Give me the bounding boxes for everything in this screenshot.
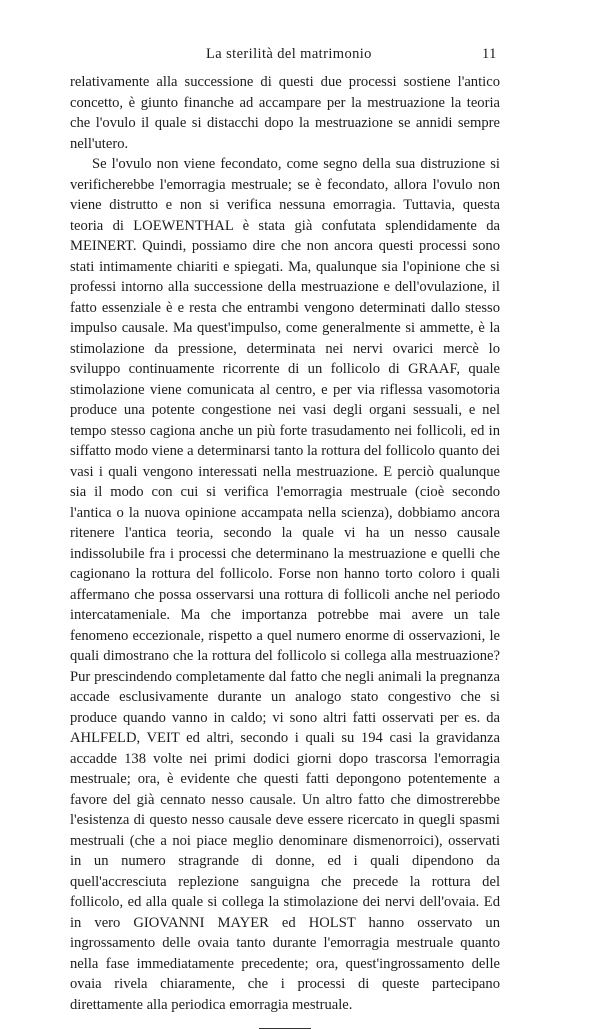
paragraph: Se l'ovulo non viene fecondato, come segno della sua distruzione si verificherebbe l'emorragia mestruale; se è fecondato, allora l'ovulo non viene distrutto e non si verifica nessuna emorragia. Tuttavia, questa teoria di LOEWENTHAL è stata già confutata splendidamente da MEINERT. Quindi, possiamo dire che non ancora questi processi sono stati intimamente chiariti e spiegati. Ma, qualunque sia l'opinione che si professi intorno alla successione della mestruazione e dell'ovulazione, il fatto essenziale è e resta che entrambi vengono determinati dallo stesso impulso causale. Ma quest'impulso, come generalmente si ammette, è la stimolazione da pressione, determinata nei nervi ovarici mercè lo sviluppo continuamente ricorrente di un follicolo di GRAAF, quale stimolazione viene comunicata al centro, e per via riflessa vasomotoria produce una potente congestione nei vasi degli organi sessuali, e nel tempo stesso cagiona anche un più forte trasudamento nei follicoli, ed in siffatto modo viene a determinarsi tanto la rottura del follicolo quanto dei vasi i quali vengono interessati nella mestruazione. E perciò qualunque sia il modo con cui si verifica l'emorragia mestruale (cioè secondo l'antica o la nuova opinione accampata nella scienza), dobbiamo ancora ritenere l'antica teoria, secondo la quale vi ha un nesso causale indissolubile fra i processi che determinano la mestruazione e quelli che cagionano la rottura del follicolo. Forse non hanno torto coloro i quali affermano che possa osservarsi una rottura di follicoli anche nel periodo intercatameniale. Ma che importanza potrebbe mai avere un tale fenomeno eccezionale, rispetto a quel numero enorme di osservazioni, le quali dimostrano che la rottura del follicolo si collega alla mestruazione? Pur prescindendo completamente dal fatto che negli animali la pregnanza accade esclusivamente durante un analogo stato congestivo che si produce quando vanno in caldo; vi sono altri fatti osservati per es. da AHLFELD, VEIT ed altri, secondo i quali su 194 casi la gravidanza accadde 138 volte nei primi dodici giorni dopo trascorsa l'emorragia mestruale; ora, è evidente che questi fatti depongono potentemente a favore del già cennato nesso causale. Un altro fatto che dimostrerebbe l'esistenza di questo nesso causale deve essere ricercato in quegli spasmi mestruali (che a noi piace meglio denominare dismenorroici), osservati in un numero stragrande di donne, ed i quali dipendono da quell'accresciuta replezione sanguigna che precede la rottura del follicolo, ed alla quale si collega la stimolazione dei nervi dell'ovaia. Ed in vero GIOVANNI MAYER ed HOLST hanno osservato un ingrossamento delle ovaia tanto durante l'emorragia mestruale quanto nella fase immediatamente precedente; ora, quest'ingrossamento delle ovaia rivela chiaramente, che i processi di queste partecipano direttamente alla periodica emorragia mestruale. — [70, 156, 500, 1013]
book-page — [70, 38, 500, 1029]
page-number: 11 — [482, 46, 497, 62]
running-title: La sterilità del matrimonio — [206, 46, 372, 62]
page-header — [70, 38, 500, 64]
body-text — [70, 72, 500, 1015]
paragraph-continued: relativamente alla successione di questi due processi sostiene l'antico concetto, è giunto finanche ad accampare per la mestruazione la teoria che l'ovulo il quale si distacchi dopo la mestruazione se annidi sempre nell'utero. — [70, 74, 500, 152]
